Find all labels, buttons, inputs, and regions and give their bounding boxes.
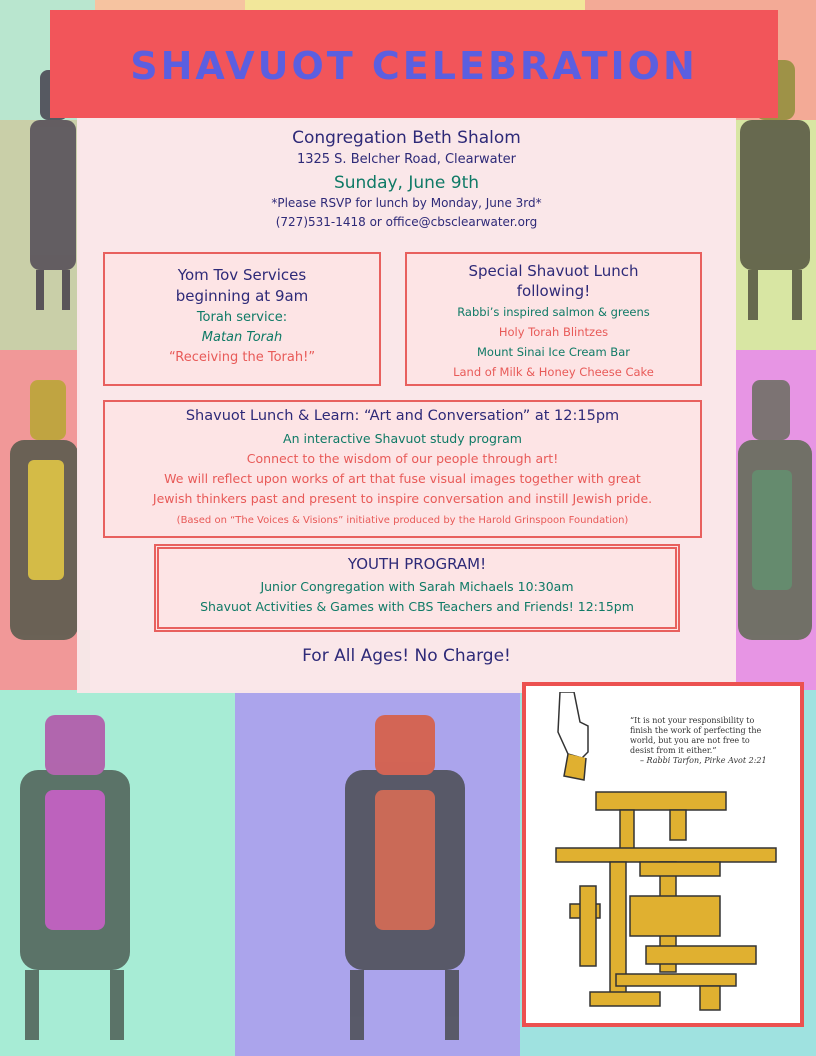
youth-program-box: [154, 544, 680, 632]
quote-line-1: “It is not your responsibility to: [630, 716, 755, 725]
lunch-box: [405, 252, 702, 386]
congregation-name: Congregation Beth Shalom: [292, 128, 521, 148]
banner-title: SHAVUOT CELEBRATION: [130, 44, 698, 88]
services-title-line2: beginning at 9am: [175, 287, 309, 305]
lunch-item-cheese-cake: Land of Milk & Honey Cheese Cake: [453, 365, 654, 379]
matan-torah: Matan Torah: [201, 330, 283, 345]
lunch-item-ice-cream: Mount Sinai Ice Cream Bar: [477, 345, 630, 359]
contact-info: (727)531-1418 or office@cbsclearwater.org: [275, 215, 538, 229]
services-box: [103, 252, 381, 386]
learn-line-1: An interactive Shavuot study program: [283, 431, 522, 446]
event-card: [77, 118, 736, 693]
lunch-item-blintzes: Holy Torah Blintzes: [498, 325, 609, 339]
youth-line-1: Junior Congregation with Sarah Michaels 10:30am: [260, 579, 574, 594]
address: 1325 S. Belcher Road, Clearwater: [296, 152, 517, 167]
quote-line-2: finish the work of perfecting the: [630, 726, 762, 735]
learn-line-4: Jewish thinkers past and present to inspire conversation and instill Jewish pride.: [152, 491, 653, 506]
quote-attribution: – Rabbi Tarfon, Pirke Avot 2:21: [640, 756, 767, 765]
learn-line-3: We will reflect upon works of art that fuse visual images together with great: [164, 471, 641, 486]
learn-line-2: Connect to the wisdom of our people through art!: [246, 451, 559, 466]
quote-artwork: [522, 682, 804, 1027]
torah-service-label: Torah service:: [196, 310, 288, 325]
hand-icon: [540, 692, 620, 782]
title-banner: [50, 10, 778, 118]
event-date: Sunday, June 9th: [333, 173, 480, 193]
quote-text: [630, 716, 800, 766]
quote-line-4: desist from it either.”: [630, 746, 717, 755]
receiving-torah: “Receiving the Torah!”: [168, 350, 316, 365]
lunch-item-salmon: Rabbi’s inspired salmon & greens: [457, 305, 650, 319]
rsvp-note: *Please RSVP for lunch by Monday, June 3rd*: [271, 196, 542, 210]
building-blocks-icon: [550, 786, 780, 1016]
lunch-and-learn-box: [103, 400, 702, 538]
lunch-title-line2: following!: [516, 282, 591, 300]
youth-title: YOUTH PROGRAM!: [347, 555, 487, 573]
services-title-line1: Yom Tov Services: [177, 266, 307, 284]
lunch-title-line1: Special Shavuot Lunch: [468, 262, 639, 280]
learn-note: (Based on “The Voices & Visions” initiative produced by the Harold Grinspoon Foundation): [176, 515, 629, 526]
youth-line-2: Shavuot Activities & Games with CBS Teachers and Friends! 12:15pm: [200, 599, 634, 614]
quote-line-3: world, but you are not free to: [630, 736, 750, 745]
all-ages-note: For All Ages! No Charge!: [302, 646, 511, 666]
learn-title: Shavuot Lunch & Learn: “Art and Conversation” at 12:15pm: [185, 408, 620, 424]
